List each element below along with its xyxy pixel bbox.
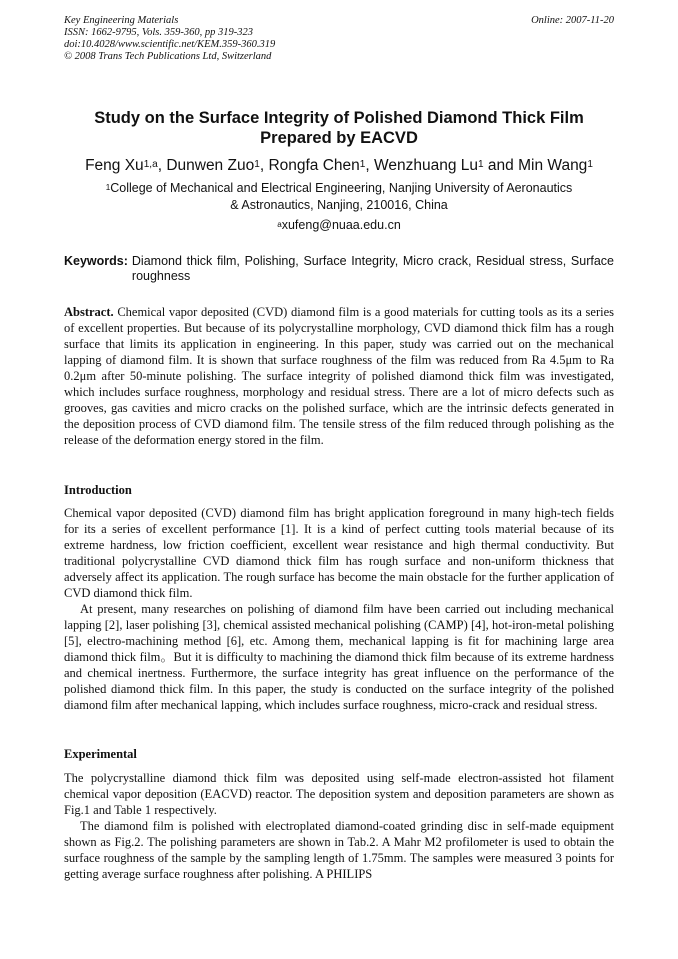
paper-title — [60, 108, 618, 148]
experimental-paragraph-2: The diamond film is polished with electroplated diamond-coated grinding disc in self-made equipment shown as Fig.2. The polishing parameters are shown in Tab.2. A Mahr M2 profilometer is used to obtain the surface roughness of the sample by the sampling length of 1.75mm. The samples were measured 3 points for getting average surface roughness after polishing. A PHILIPS — [64, 819, 614, 881]
copyright-line: © 2008 Trans Tech Publications Ltd, Switzerland — [64, 51, 272, 62]
experimental-heading: Experimental — [64, 747, 137, 761]
author: Dunwen Zuo$^1$, — [166, 157, 269, 174]
abstract-label: Abstract. — [64, 305, 114, 319]
abstract-text: Chemical vapor deposited (CVD) diamond film is a good materials for cutting tools as its a series of excellent properties. But because of its polycrystalline morphology, CVD diamond thick film has a rough surface that limits its application in engineering. In this paper, study was carried out on the mechanical lapping of diamond film. It is shown that surface roughness of the film was reduced from Ra 4.5μm to Ra 0.2μm after 50-minute polishing. The surface integrity of polished diamond thick film was investigated, which includes surface roughness, morphology and residual stress. There are a lot of micro defects such as grooves, gas cavities and micro cracks on the polished surface, which are the intrinsic defects generated in the deposition process of CVD diamond film. The tensile stress of the film reduced through polishing as the release of the deformation energy stored in the film. — [64, 305, 615, 447]
title-line-2: Prepared by EACVD — [260, 129, 418, 147]
online-date: Online: 2007-11-20 — [531, 15, 614, 26]
journal-header — [64, 15, 275, 63]
author: Wenzhuang Lu$^1$ and — [374, 157, 519, 174]
title-line-1: Study on the Surface Integrity of Polished Diamond Thick Film — [94, 109, 584, 127]
author: Feng Xu$^{1,a}$, — [85, 157, 167, 174]
keywords — [64, 254, 614, 284]
introduction-paragraph-2: At present, many researches on polishing of diamond film have been carried out including mechanical lapping [2], laser polishing [3], chemical assisted mechanical polishing (CAMP) [4], hot-iron-metal polishing [5], electro-machining method [6], etc. Among them, mechanical lapping is fit for machining large area diamond thick film。But it is difficulty to machining the diamond thick film because of its extreme hardness and chemical inertness. Furthermore, the surface integrity has great influence on the performance of the polished diamond thick film. In this paper, the study is conducted on the surface integrity of the polished diamond film after mechanical lapping, which includes surface roughness, micro-crack and residual stress. — [64, 602, 614, 712]
experimental-paragraph-1: The polycrystalline diamond thick film was deposited using self-made electron-assisted hot filament chemical vapor deposition (EACVD) reactor. The deposition system and deposition parameters are shown as Fig.1 and Table 1 respectively. — [64, 771, 614, 817]
introduction-paragraph-1: Chemical vapor deposited (CVD) diamond film has bright application foreground in many high-tech fields for its a series of excellent performance [1]. It is a kind of perfect cutting tools material because of its extreme hardness, low friction coefficient, excellent wear resistance and high thermal conductivity. But traditional polycrystalline CVD diamond thick film has rough surface and non-uniform thickness that adversely affect its application. The rough surface has become the main obstacle for the further application of CVD diamond thick film. — [64, 506, 614, 600]
author: Min Wang$^1$ — [518, 157, 593, 174]
affiliation: $^1$College of Mechanical and Electrical Engineering, Nanjing University of Aeronautics & Astronautics, Nanjing, 210016, China — [105, 181, 573, 212]
abstract — [64, 304, 614, 448]
issn-line: ISSN: 1662-9795, Vols. 359-360, pp 319-323 — [64, 27, 253, 38]
author: Rongfa Chen$^1$, — [268, 157, 375, 174]
doi-line: doi:10.4028/www.scientific.net/KEM.359-360.319 — [64, 39, 276, 50]
journal-name: Key Engineering Materials — [64, 15, 179, 26]
email: $^a$xufeng@nuaa.edu.cn — [277, 218, 401, 232]
email-address: xufeng@nuaa.edu.cn — [281, 218, 401, 232]
keywords-label: Keywords: — [64, 254, 128, 268]
keywords-text: Diamond thick film, Polishing, Surface Integrity, Micro crack, Residual stress, Surface roughness — [131, 254, 614, 283]
author-list — [40, 156, 638, 176]
introduction-heading: Introduction — [64, 483, 132, 497]
